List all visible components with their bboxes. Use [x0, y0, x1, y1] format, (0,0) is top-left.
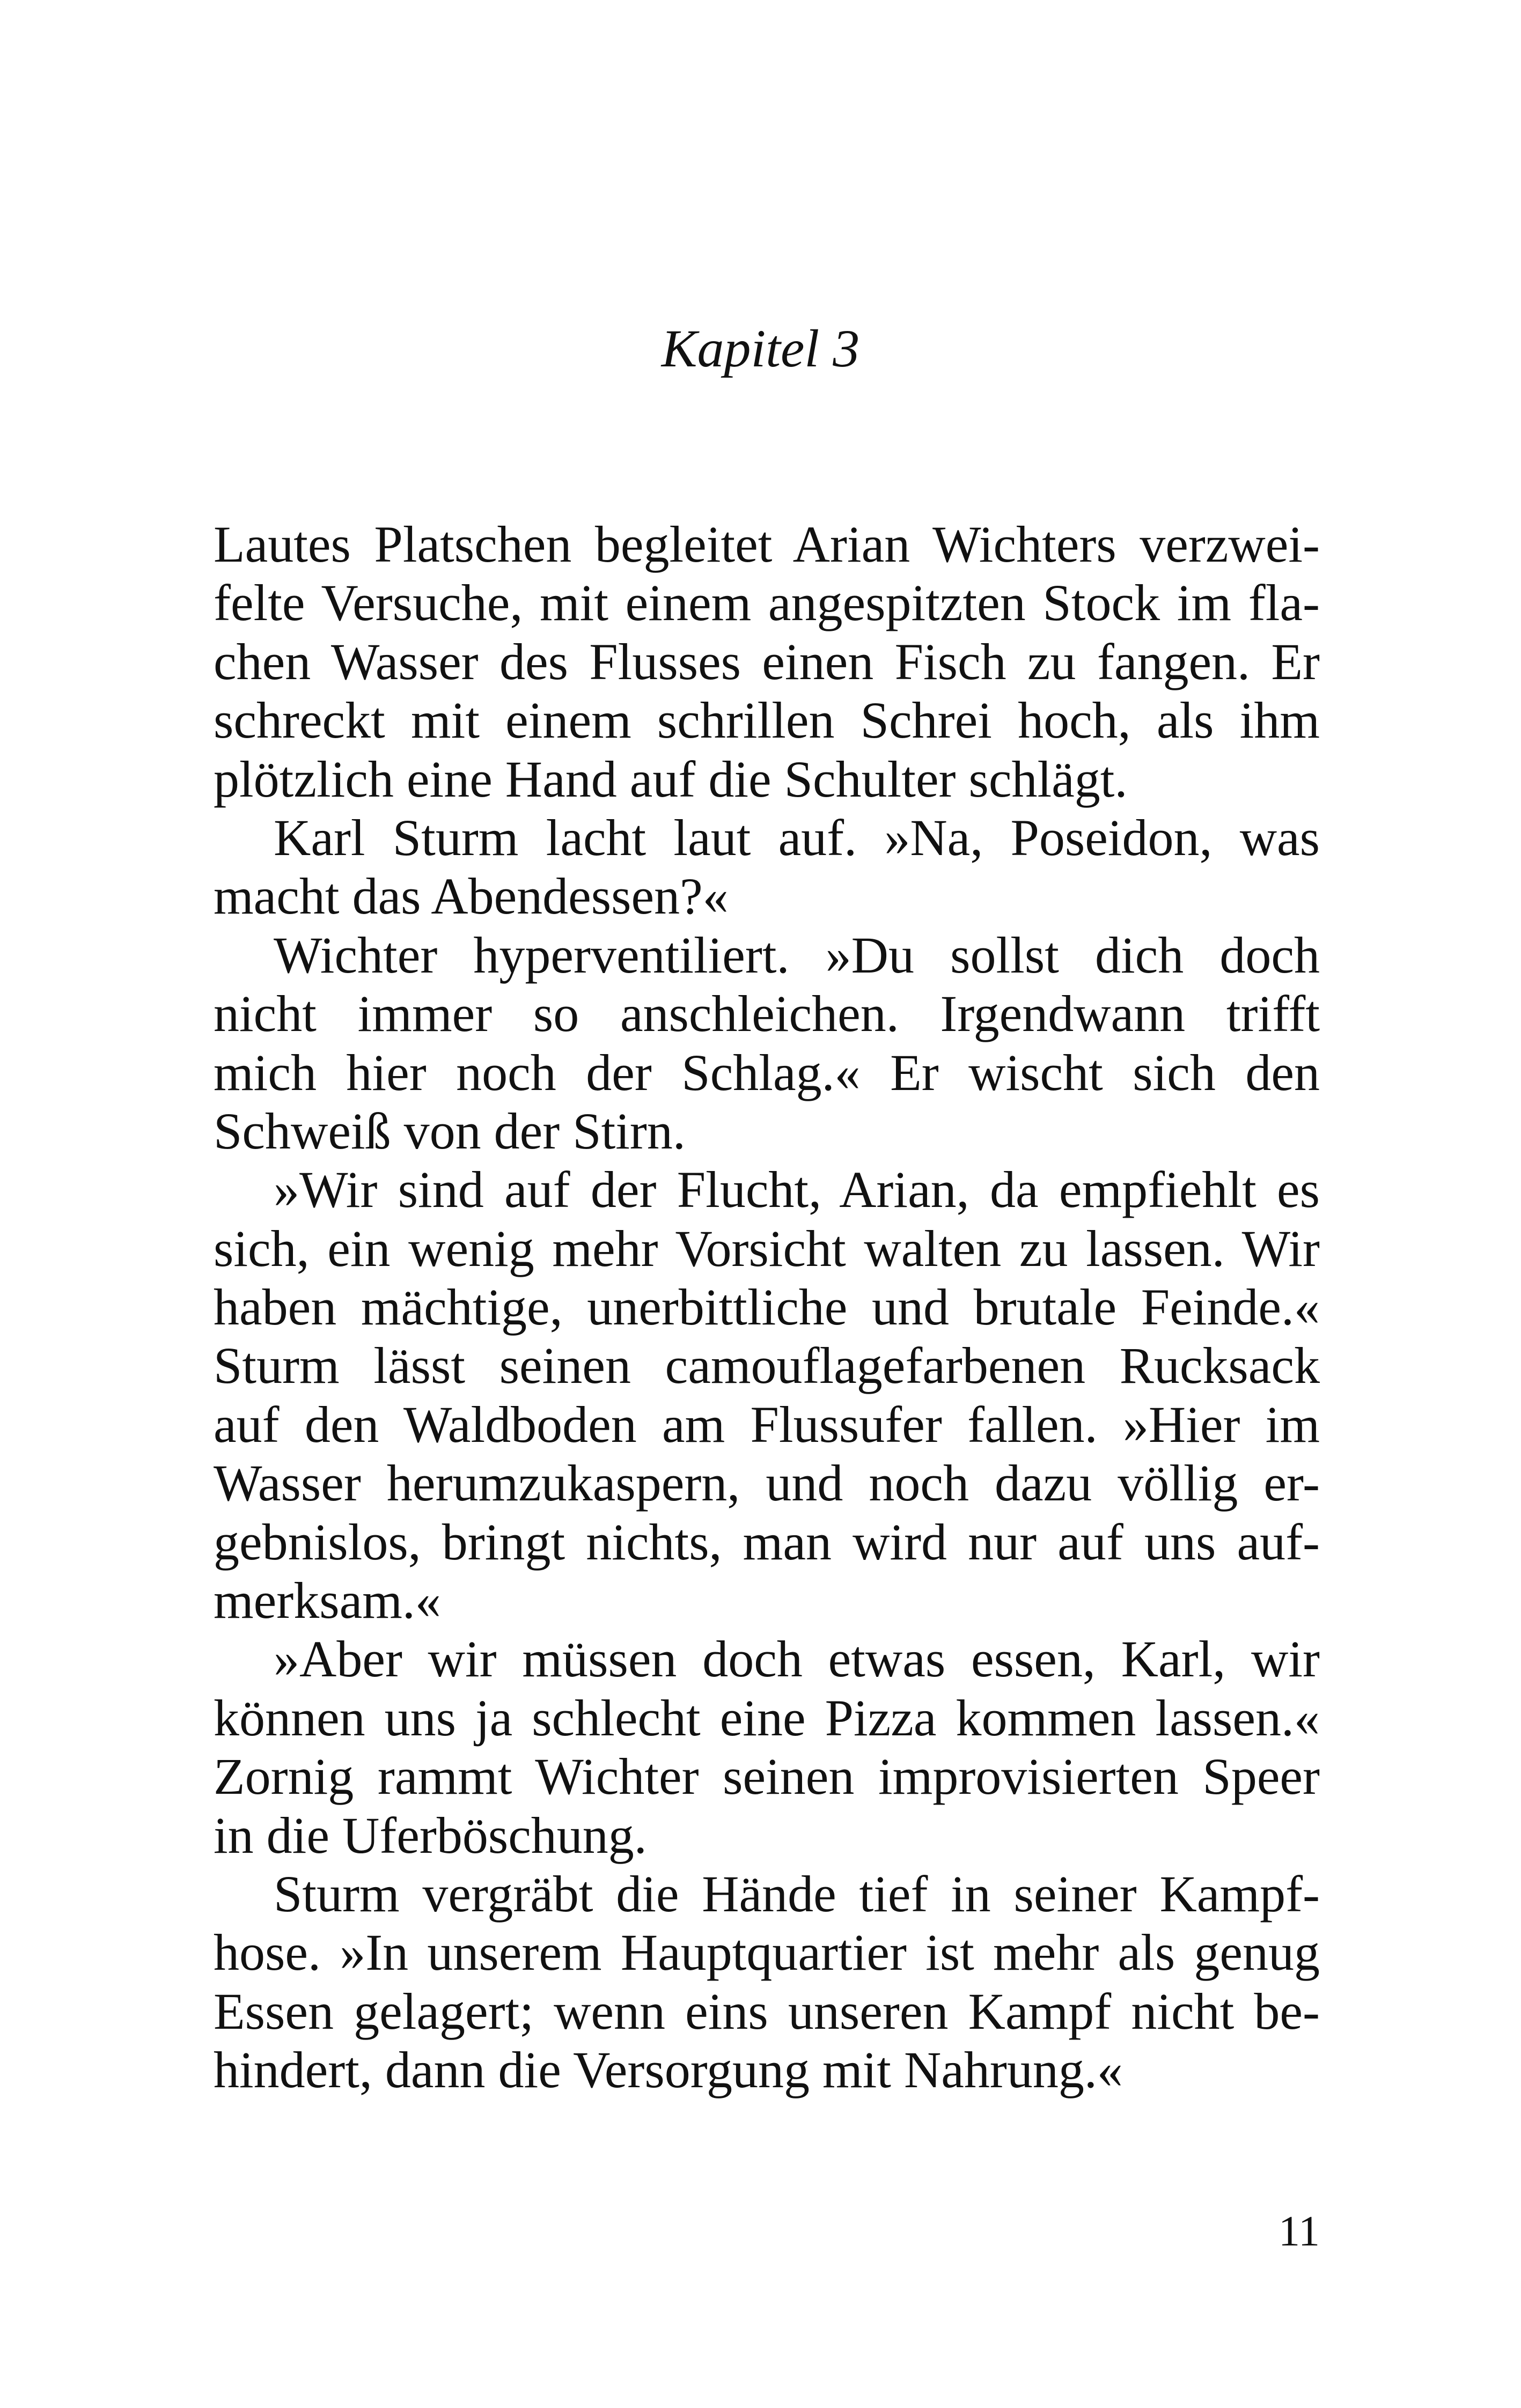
- text-line: »Wir sind auf der Flucht, Arian, da empfiehlt es: [274, 1161, 1320, 1219]
- text-line: auf den Waldboden am Flussufer fallen. »Hier im: [214, 1395, 1320, 1453]
- text-line: Zornig rammt Wichter seinen improvisierten Speer: [214, 1748, 1320, 1806]
- text-line: sich, ein wenig mehr Vorsicht walten zu lassen. Wir: [214, 1219, 1320, 1277]
- text-line: schreckt mit einem schrillen Schrei hoch, als ihm: [214, 691, 1320, 749]
- text-line: Essen gelagert; wenn eins unseren Kampf nicht be-: [214, 1982, 1320, 2040]
- text-line: Lautes Platschen begleitet Arian Wichters verzwei-: [214, 516, 1320, 573]
- text-line: merksam.«: [214, 1572, 441, 1630]
- text-line: Sturm lässt seinen camouflagefarbenen Rucksack: [214, 1337, 1320, 1395]
- text-line: Schweiß von der Stirn.: [214, 1102, 686, 1160]
- text-line: Wichter hyperventiliert. »Du sollst dich doch: [274, 926, 1320, 984]
- text-line: Karl Sturm lacht laut auf. »Na, Poseidon, was: [274, 808, 1320, 866]
- page-number: 11: [1278, 2208, 1320, 2255]
- text-line: »Aber wir müssen doch etwas essen, Karl, wir: [274, 1630, 1320, 1688]
- text-line: mich hier noch der Schlag.« Er wischt sich den: [214, 1043, 1320, 1101]
- text-line: Sturm vergräbt die Hände tief in seiner Kampf-: [274, 1865, 1320, 1923]
- text-line: chen Wasser des Flusses einen Fisch zu fangen. Er: [214, 632, 1320, 690]
- chapter-title: Kapitel 3: [661, 319, 860, 378]
- text-line: nicht immer so anschleichen. Irgendwann trifft: [214, 985, 1320, 1043]
- text-line: plötzlich eine Hand auf die Schulter schlägt.: [214, 750, 1128, 808]
- text-line: haben mächtige, unerbittliche und brutale Feinde.«: [214, 1278, 1320, 1336]
- text-line: hose. »In unserem Hauptquartier ist mehr als genug: [214, 1924, 1320, 1982]
- text-line: hindert, dann die Versorgung mit Nahrung.«: [214, 2041, 1123, 2099]
- text-line: können uns ja schlecht eine Pizza kommen lassen.«: [214, 1689, 1320, 1747]
- text-line: gebnislos, bringt nichts, man wird nur auf uns auf-: [214, 1513, 1320, 1571]
- body-text: [214, 515, 1320, 2100]
- text-line: Wasser herumzukaspern, und noch dazu völlig er-: [214, 1454, 1320, 1512]
- text-line: felte Versuche, mit einem angespitzten Stock im fla-: [214, 574, 1320, 632]
- text-line: macht das Abendessen?«: [214, 867, 729, 925]
- text-line: in die Uferböschung.: [214, 1806, 647, 1864]
